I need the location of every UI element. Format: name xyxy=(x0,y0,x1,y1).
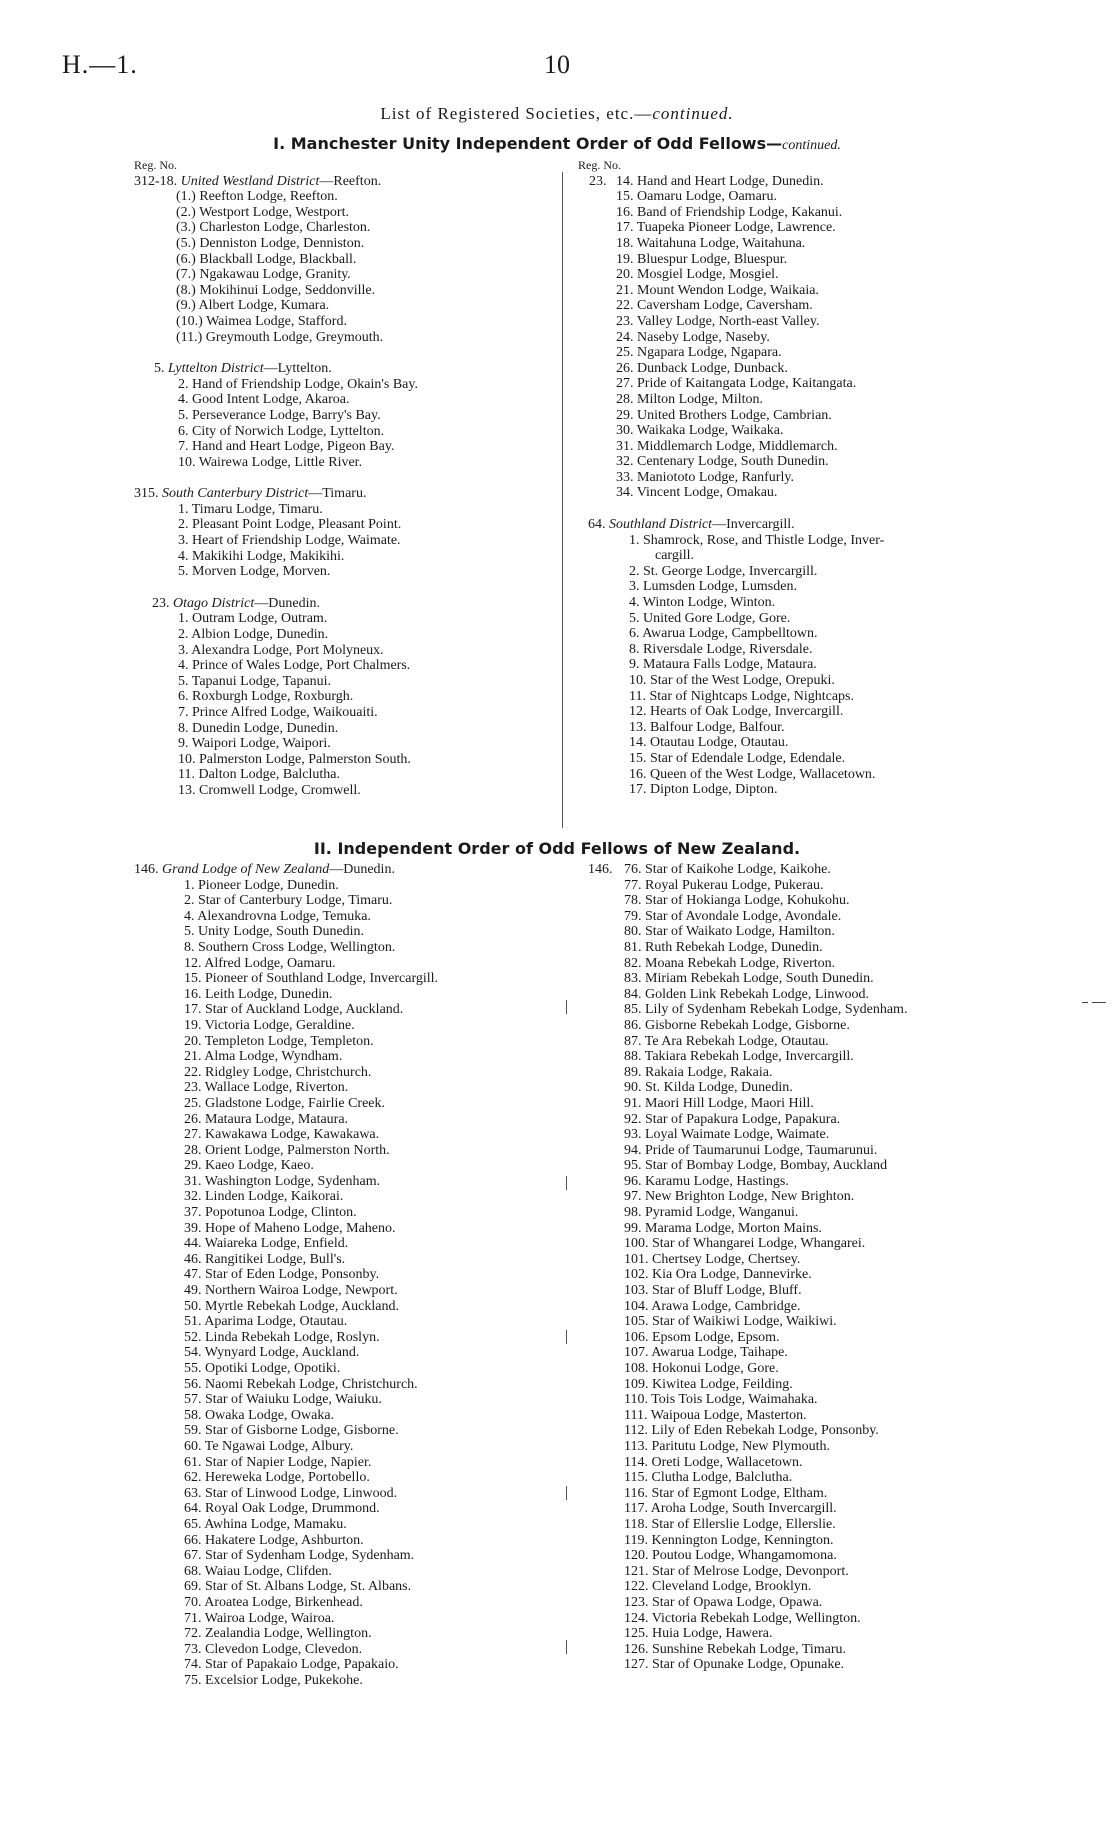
lodge-entry: 25. Ngapara Lodge, Ngapara. xyxy=(616,345,782,361)
lodge-entry: 91. Maori Hill Lodge, Maori Hill. xyxy=(624,1095,814,1111)
lodge-entry: 2. Albion Lodge, Dunedin. xyxy=(178,627,329,643)
lodge-entry: 115. Clutha Lodge, Balclutha. xyxy=(624,1470,793,1486)
lodge-entry: 26. Mataura Lodge, Mataura. xyxy=(184,1111,349,1127)
lodge-entry: 73. Clevedon Lodge, Clevedon. xyxy=(184,1641,363,1657)
lodge-entry: 50. Myrtle Rebekah Lodge, Auckland. xyxy=(184,1298,400,1314)
lodge-entry: 123. Star of Opawa Lodge, Opawa. xyxy=(624,1594,823,1610)
list-title xyxy=(0,104,1114,124)
grand-lodge-heading xyxy=(134,862,438,878)
lodge-entry: 122. Cleveland Lodge, Brooklyn. xyxy=(624,1579,812,1595)
lodge-entry: 64. Royal Oak Lodge, Drummond. xyxy=(184,1501,380,1517)
lodge-entry: 76. Star of Kaikohe Lodge, Kaikohe. xyxy=(624,862,831,877)
lodge-entry: 21. Alma Lodge, Wyndham. xyxy=(184,1049,343,1065)
lodge-entry: 84. Golden Link Rebekah Lodge, Linwood. xyxy=(624,986,869,1002)
lodge-entry: 1. Outram Lodge, Outram. xyxy=(178,611,328,627)
lodge-entry: 102. Kia Ora Lodge, Dannevirke. xyxy=(624,1267,812,1283)
lodge-entry: 6. Awarua Lodge, Campbelltown. xyxy=(629,626,818,642)
lodge-entry: 61. Star of Napier Lodge, Napier. xyxy=(184,1454,372,1470)
lodge-entry: 12. Hearts of Oak Lodge, Invercargill. xyxy=(629,704,844,720)
district-heading xyxy=(134,361,418,377)
lodge-entry: 59. Star of Gisborne Lodge, Gisborne. xyxy=(184,1423,399,1439)
district-name: Lyttelton District xyxy=(168,361,264,377)
district-heading xyxy=(134,486,418,502)
lodge-entry: 81. Ruth Rebekah Lodge, Dunedin. xyxy=(624,939,823,955)
lodge-entry: 4. Good Intent Lodge, Akaroa. xyxy=(178,392,350,408)
list-title-main: List of Registered Societies, etc.— xyxy=(380,104,653,123)
lodge-entry: 10. Wairewa Lodge, Little River. xyxy=(178,454,363,470)
lodge-entry: 20. Templeton Lodge, Templeton. xyxy=(184,1033,374,1049)
lodge-entry: 16. Leith Lodge, Dunedin. xyxy=(184,986,333,1002)
district-number: 315. xyxy=(134,486,159,502)
lodge-entry: 5. Unity Lodge, South Dunedin. xyxy=(184,924,365,940)
lodge-entry: 96. Karamu Lodge, Hastings. xyxy=(624,1173,789,1189)
lodge-entry: 55. Opotiki Lodge, Opotiki. xyxy=(184,1361,341,1376)
lodge-entry: 5. Morven Lodge, Morven. xyxy=(178,564,331,580)
lodge-entry: 75. Excelsior Lodge, Pukekohe. xyxy=(184,1672,363,1688)
grand-lodge-list-left xyxy=(134,878,438,1689)
district-name: Southland District xyxy=(609,517,713,533)
lodge-entry: 109. Kiwitea Lodge, Feilding. xyxy=(624,1376,793,1392)
lodge-entry: 63. Star of Linwood Lodge, Linwood. xyxy=(184,1485,398,1501)
reg-no-header: Reg. No. xyxy=(134,158,177,172)
lodge-entry: 82. Moana Rebekah Lodge, Riverton. xyxy=(624,955,836,971)
lodge-entry: 97. New Brighton Lodge, New Brighton. xyxy=(624,1189,855,1205)
lodge-entry: (9.) Albert Lodge, Kumara. xyxy=(176,298,330,314)
lodge-entry: 85. Lily of Sydenham Rebekah Lodge, Sydenham. xyxy=(624,1002,908,1018)
district-heading xyxy=(134,174,418,190)
lodge-entry: 32. Centenary Lodge, South Dunedin. xyxy=(616,454,829,470)
lodge-entry: 28. Milton Lodge, Milton. xyxy=(616,391,763,407)
lodge-entry: 74. Star of Papakaio Lodge, Papakaio. xyxy=(184,1657,399,1673)
lodge-entry: 14. Hand and Heart Lodge, Dunedin. xyxy=(616,173,824,189)
column-divider-mark xyxy=(566,1176,567,1190)
section1-left-column xyxy=(134,158,418,799)
lodge-entry: 1. Pioneer Lodge, Dunedin. xyxy=(184,877,339,893)
lodge-entry: 2. Star of Canterbury Lodge, Timaru. xyxy=(184,893,393,909)
lodge-entry: 30. Waikaka Lodge, Waikaka. xyxy=(616,423,784,439)
column-divider-mark xyxy=(566,1640,567,1654)
lodge-entry: 79. Star of Avondale Lodge, Avondale. xyxy=(624,908,842,924)
grand-lodge-town: —Dunedin. xyxy=(329,862,395,877)
lodge-entry: 6. Roxburgh Lodge, Roxburgh. xyxy=(178,689,354,705)
lodge-entry: 77. Royal Pukerau Lodge, Pukerau. xyxy=(624,877,824,893)
lodge-entry: 11. Dalton Lodge, Balclutha. xyxy=(178,767,340,783)
lodge-entry: 5. United Gore Lodge, Gore. xyxy=(629,610,791,626)
lodge-entry: 112. Lily of Eden Rebekah Lodge, Ponsonby. xyxy=(624,1423,879,1439)
lodge-entry: 94. Pride of Taumarunui Lodge, Taumarunui. xyxy=(624,1142,878,1158)
lodge-entry: 114. Oreti Lodge, Wallacetown. xyxy=(624,1454,803,1470)
lodge-entry: 118. Star of Ellerslie Lodge, Ellerslie. xyxy=(624,1516,836,1532)
lodge-entry: 27. Pride of Kaitangata Lodge, Kaitangata. xyxy=(616,376,857,392)
lodge-entry: 39. Hope of Maheno Lodge, Maheno. xyxy=(184,1220,396,1236)
lodge-entry: 116. Star of Egmont Lodge, Eltham. xyxy=(624,1485,828,1501)
lodge-entry: 83. Miriam Rebekah Lodge, South Dunedin. xyxy=(624,971,874,987)
lodge-entry: 111. Waipoua Lodge, Masterton. xyxy=(624,1407,807,1423)
column-divider-mark xyxy=(566,1486,567,1500)
lodge-entry: 22. Ridgley Lodge, Christchurch. xyxy=(184,1064,372,1080)
lodge-entry: 24. Naseby Lodge, Naseby. xyxy=(616,329,770,345)
otago-continued xyxy=(578,174,884,501)
lodge-entry: 22. Caversham Lodge, Caversham. xyxy=(616,298,813,314)
lodge-entry: 69. Star of St. Albans Lodge, St. Albans. xyxy=(184,1579,412,1595)
lodge-entry: 58. Owaka Lodge, Owaka. xyxy=(184,1407,335,1423)
district-number: 23. xyxy=(152,595,170,611)
district-number: 312-18. xyxy=(134,173,178,189)
lodge-entry: 98. Pyramid Lodge, Wanganui. xyxy=(624,1205,799,1221)
lodge-entry: 8. Southern Cross Lodge, Wellington. xyxy=(184,939,396,955)
lodge-entry: 127. Star of Opunake Lodge, Opunake. xyxy=(624,1657,845,1673)
southland-lodge-list xyxy=(578,533,884,798)
lodge-entry: 17. Star of Auckland Lodge, Auckland. xyxy=(184,1002,404,1018)
lodge-entry: 113. Paritutu Lodge, New Plymouth. xyxy=(624,1438,830,1454)
lodge-entry: 47. Star of Eden Lodge, Ponsonby. xyxy=(184,1267,380,1283)
lodge-entry: (3.) Charleston Lodge, Charleston. xyxy=(176,220,371,236)
lodge-entry: 65. Awhina Lodge, Mamaku. xyxy=(184,1516,347,1532)
section1-title xyxy=(0,134,1114,154)
lodge-entry: 46. Rangitikei Lodge, Bull's. xyxy=(184,1251,346,1267)
district-heading xyxy=(578,517,884,533)
lodge-entry: 13. Cromwell Lodge, Cromwell. xyxy=(178,782,361,798)
south-canterbury-lodge-list xyxy=(134,502,418,580)
lodge-entry: 4. Prince of Wales Lodge, Port Chalmers. xyxy=(178,658,411,674)
lodge-entry: 9. Mataura Falls Lodge, Mataura. xyxy=(629,657,817,673)
lodge-entry: 15. Pioneer of Southland Lodge, Invercargill. xyxy=(184,971,439,987)
lodge-entry: cargill. xyxy=(655,548,695,564)
lodge-entry: 92. Star of Papakura Lodge, Papakura. xyxy=(624,1111,841,1127)
lodge-entry: 16. Band of Friendship Lodge, Kakanui. xyxy=(616,204,843,220)
column-divider-mark xyxy=(566,1330,567,1344)
lodge-entry: 52. Linda Rebekah Lodge, Roslyn. xyxy=(184,1329,380,1345)
lodge-entry: 14. Otautau Lodge, Otautau. xyxy=(629,735,789,751)
lodge-entry: 56. Naomi Rebekah Lodge, Christchurch. xyxy=(184,1376,418,1392)
grand-lodge-list-right xyxy=(588,862,907,1673)
lodge-entry: 1. Shamrock, Rose, and Thistle Lodge, Inver- xyxy=(629,532,885,548)
lodge-entry: 27. Kawakawa Lodge, Kawakawa. xyxy=(184,1127,380,1143)
lodge-entry: 33. Maniototo Lodge, Ranfurly. xyxy=(616,469,794,485)
westland-lodge-list xyxy=(134,189,418,345)
lodge-entry: 62. Hereweka Lodge, Portobello. xyxy=(184,1470,370,1486)
district-town: —Timaru. xyxy=(308,486,367,502)
district-name: United Westland District xyxy=(180,173,320,189)
district-name: Otago District xyxy=(173,595,255,611)
lodge-entry: 72. Zealandia Lodge, Wellington. xyxy=(184,1626,372,1642)
lodge-entry: 104. Arawa Lodge, Cambridge. xyxy=(624,1298,801,1314)
lodge-entry: 110. Tois Tois Lodge, Waimahaka. xyxy=(624,1392,818,1408)
lodge-entry: 100. Star of Whangarei Lodge, Whangarei. xyxy=(624,1236,866,1252)
lodge-entry: 4. Winton Lodge, Winton. xyxy=(629,595,776,611)
lyttelton-lodge-list xyxy=(134,377,418,471)
grand-lodge-name: Grand Lodge of New Zealand xyxy=(162,862,330,877)
lodge-entry: 5. Tapanui Lodge, Tapanui. xyxy=(178,673,332,689)
lodge-entry: 70. Aroatea Lodge, Birkenhead. xyxy=(184,1594,363,1610)
lodge-entry: 126. Sunshine Rebekah Lodge, Timaru. xyxy=(624,1641,847,1657)
lodge-entry: 54. Wynyard Lodge, Auckland. xyxy=(184,1345,360,1361)
lodge-entry: 7. Hand and Heart Lodge, Pigeon Bay. xyxy=(178,439,395,455)
lodge-entry: 26. Dunback Lodge, Dunback. xyxy=(616,360,788,376)
district-name: South Canterbury District xyxy=(162,486,309,502)
column-divider-mark xyxy=(566,1000,567,1014)
lodge-entry: 31. Washington Lodge, Sydenham. xyxy=(184,1173,381,1189)
lodge-entry: 99. Marama Lodge, Morton Mains. xyxy=(624,1220,822,1236)
lodge-entry: 15. Oamaru Lodge, Oamaru. xyxy=(616,189,777,205)
section1-title-continued: continued. xyxy=(782,138,841,153)
lodge-entry: 67. Star of Sydenham Lodge, Sydenham. xyxy=(184,1548,415,1564)
lodge-entry: 51. Aparima Lodge, Otautau. xyxy=(184,1314,348,1330)
section2-right-column xyxy=(588,862,907,1673)
lodge-entry: (5.) Denniston Lodge, Denniston. xyxy=(176,235,365,251)
lodge-entry: 88. Takiara Rebekah Lodge, Invercargill. xyxy=(624,1049,854,1065)
lodge-entry: 19. Victoria Lodge, Geraldine. xyxy=(184,1017,355,1033)
reg-no-header: Reg. No. xyxy=(578,158,621,172)
lodge-entry: 101. Chertsey Lodge, Chertsey. xyxy=(624,1251,801,1267)
lodge-entry: 10. Star of the West Lodge, Orepuki. xyxy=(629,673,835,688)
margin-mark xyxy=(1082,1002,1088,1003)
lodge-entry: 12. Alfred Lodge, Oamaru. xyxy=(184,955,336,971)
lodge-entry: 11. Star of Nightcaps Lodge, Nightcaps. xyxy=(629,688,854,704)
lodge-entry: 23. Valley Lodge, North-east Valley. xyxy=(616,313,820,329)
grand-lodge-continued xyxy=(588,862,907,1673)
grand-lodge-number: 146. xyxy=(588,862,613,877)
lodge-entry: 2. Pleasant Point Lodge, Pleasant Point. xyxy=(178,517,402,533)
lodge-entry: 3. Lumsden Lodge, Lumsden. xyxy=(629,579,797,595)
lodge-entry: (8.) Mokihinui Lodge, Seddonville. xyxy=(176,282,376,298)
lodge-entry: 107. Awarua Lodge, Taihape. xyxy=(624,1345,788,1361)
lodge-entry: 105. Star of Waikiwi Lodge, Waikiwi. xyxy=(624,1314,837,1330)
lodge-entry: 89. Rakaia Lodge, Rakaia. xyxy=(624,1064,773,1080)
lodge-entry: 93. Loyal Waimate Lodge, Waimate. xyxy=(624,1127,830,1143)
lodge-entry: 8. Riversdale Lodge, Riversdale. xyxy=(629,641,813,657)
lodge-entry: 17. Tuapeka Pioneer Lodge, Lawrence. xyxy=(616,220,836,236)
lodge-entry: 60. Te Ngawai Lodge, Albury. xyxy=(184,1438,354,1454)
section2-title: II. Independent Order of Odd Fellows of New Zealand. xyxy=(313,839,801,858)
lodge-entry: 49. Northern Wairoa Lodge, Newport. xyxy=(184,1283,398,1299)
lodge-entry: 16. Queen of the West Lodge, Wallacetown. xyxy=(629,766,876,782)
lodge-entry: 1. Timaru Lodge, Timaru. xyxy=(178,501,323,517)
district-number: 5. xyxy=(154,361,165,377)
district-town: —Invercargill. xyxy=(712,517,795,533)
section1-right-column xyxy=(578,158,884,798)
section1-title-text: I. Manchester Unity Independent Order of Odd Fellows— xyxy=(273,134,783,153)
document-reference: H.—1. xyxy=(62,50,138,79)
lodge-entry: 37. Popotunoa Lodge, Clinton. xyxy=(184,1205,357,1221)
lodge-entry: 121. Star of Melrose Lodge, Devonport. xyxy=(624,1563,849,1579)
lodge-entry: 2. St. George Lodge, Invercargill. xyxy=(629,563,818,579)
lodge-entry: 29. Kaeo Lodge, Kaeo. xyxy=(184,1158,314,1174)
list-title-continued: continued. xyxy=(652,104,734,123)
lodge-entry: 120. Poutou Lodge, Whangamomona. xyxy=(624,1548,837,1564)
grand-lodge-number: 146. xyxy=(134,862,159,877)
lodge-entry: 106. Epsom Lodge, Epsom. xyxy=(624,1329,780,1345)
section2-left-column xyxy=(134,862,438,1688)
lodge-entry: 31. Middlemarch Lodge, Middlemarch. xyxy=(616,438,838,454)
lodge-entry: 19. Bluespur Lodge, Bluespur. xyxy=(616,251,788,267)
lodge-entry: 3. Heart of Friendship Lodge, Waimate. xyxy=(178,533,401,549)
lodge-entry: (11.) Greymouth Lodge, Greymouth. xyxy=(176,329,384,345)
district-town: —Reefton. xyxy=(319,173,382,189)
lodge-entry: 8. Dunedin Lodge, Dunedin. xyxy=(178,720,339,736)
lodge-entry: (2.) Westport Lodge, Westport. xyxy=(176,204,349,220)
lodge-entry: (1.) Reefton Lodge, Reefton. xyxy=(176,189,338,205)
lodge-entry: 87. Te Ara Rebekah Lodge, Otautau. xyxy=(624,1033,829,1049)
margin-mark xyxy=(1092,1002,1106,1003)
lodge-entry: 2. Hand of Friendship Lodge, Okain's Bay. xyxy=(178,376,418,392)
lodge-entry: 125. Huia Lodge, Hawera. xyxy=(624,1626,773,1642)
lodge-entry: 44. Waiareka Lodge, Enfield. xyxy=(184,1236,349,1252)
otago-lodge-list xyxy=(134,611,418,798)
column-divider xyxy=(562,172,563,828)
lodge-entry: 23. Wallace Lodge, Riverton. xyxy=(184,1080,349,1096)
lodge-entry: 95. Star of Bombay Lodge, Bombay, Auckland xyxy=(624,1158,888,1174)
lodge-entry: 86. Gisborne Rebekah Lodge, Gisborne. xyxy=(624,1017,850,1033)
district-town: —Dunedin. xyxy=(254,595,320,611)
lodge-entry: 15. Star of Edendale Lodge, Edendale. xyxy=(629,750,846,766)
lodge-entry: 119. Kennington Lodge, Kennington. xyxy=(624,1532,834,1548)
lodge-entry: 108. Hokonui Lodge, Gore. xyxy=(624,1361,779,1376)
lodge-entry: 78. Star of Hokianga Lodge, Kohukohu. xyxy=(624,893,850,909)
lodge-entry: 66. Hakatere Lodge, Ashburton. xyxy=(184,1532,364,1548)
district-number: 23. xyxy=(589,173,607,189)
lodge-entry: 10. Palmerston Lodge, Palmerston South. xyxy=(178,751,411,767)
district-number: 64. xyxy=(588,517,606,533)
lodge-entry: 117. Aroha Lodge, South Invercargill. xyxy=(624,1501,837,1517)
lodge-entry: 71. Wairoa Lodge, Wairoa. xyxy=(184,1610,335,1626)
lodge-entry: 68. Waiau Lodge, Clifden. xyxy=(184,1563,332,1579)
lodge-entry: 124. Victoria Rebekah Lodge, Wellington. xyxy=(624,1610,861,1626)
lodge-entry: 3. Alexandra Lodge, Port Molyneux. xyxy=(178,642,384,658)
lodge-entry: 20. Mosgiel Lodge, Mosgiel. xyxy=(616,267,779,283)
page-number: 10 xyxy=(544,50,570,79)
lodge-entry: 103. Star of Bluff Lodge, Bluff. xyxy=(624,1283,802,1299)
lodge-entry: 21. Mount Wendon Lodge, Waikaia. xyxy=(616,282,819,298)
lodge-entry: (6.) Blackball Lodge, Blackball. xyxy=(176,251,357,267)
lodge-entry: 29. United Brothers Lodge, Cambrian. xyxy=(616,407,832,423)
lodge-entry: 34. Vincent Lodge, Omakau. xyxy=(616,485,778,501)
lodge-entry: 18. Waitahuna Lodge, Waitahuna. xyxy=(616,235,806,251)
lodge-entry: 90. St. Kilda Lodge, Dunedin. xyxy=(624,1080,793,1096)
lodge-entry: 32. Linden Lodge, Kaikorai. xyxy=(184,1189,344,1205)
district-heading xyxy=(134,596,418,612)
lodge-entry: 7. Prince Alfred Lodge, Waikouaiti. xyxy=(178,705,378,720)
lodge-entry: 13. Balfour Lodge, Balfour. xyxy=(629,719,785,735)
lodge-entry: 6. City of Norwich Lodge, Lyttelton. xyxy=(178,423,385,439)
lodge-entry: 80. Star of Waikato Lodge, Hamilton. xyxy=(624,924,835,940)
lodge-entry: 57. Star of Waiuku Lodge, Waiuku. xyxy=(184,1392,382,1408)
lodge-entry: 4. Makikihi Lodge, Makikihi. xyxy=(178,548,345,564)
lodge-entry: 17. Dipton Lodge, Dipton. xyxy=(629,782,778,798)
lodge-entry: 25. Gladstone Lodge, Fairlie Creek. xyxy=(184,1095,386,1111)
lodge-entry: 5. Perseverance Lodge, Barry's Bay. xyxy=(178,407,381,423)
lodge-entry: 9. Waipori Lodge, Waipori. xyxy=(178,736,331,752)
otago-continued-lodge-list xyxy=(578,174,884,501)
lodge-entry: (7.) Ngakawau Lodge, Granity. xyxy=(176,267,351,283)
lodge-entry: 28. Orient Lodge, Palmerston North. xyxy=(184,1142,390,1158)
district-town: —Lyttelton. xyxy=(263,361,332,377)
lodge-entry: (10.) Waimea Lodge, Stafford. xyxy=(176,313,347,329)
lodge-entry: 4. Alexandrovna Lodge, Temuka. xyxy=(184,908,371,924)
